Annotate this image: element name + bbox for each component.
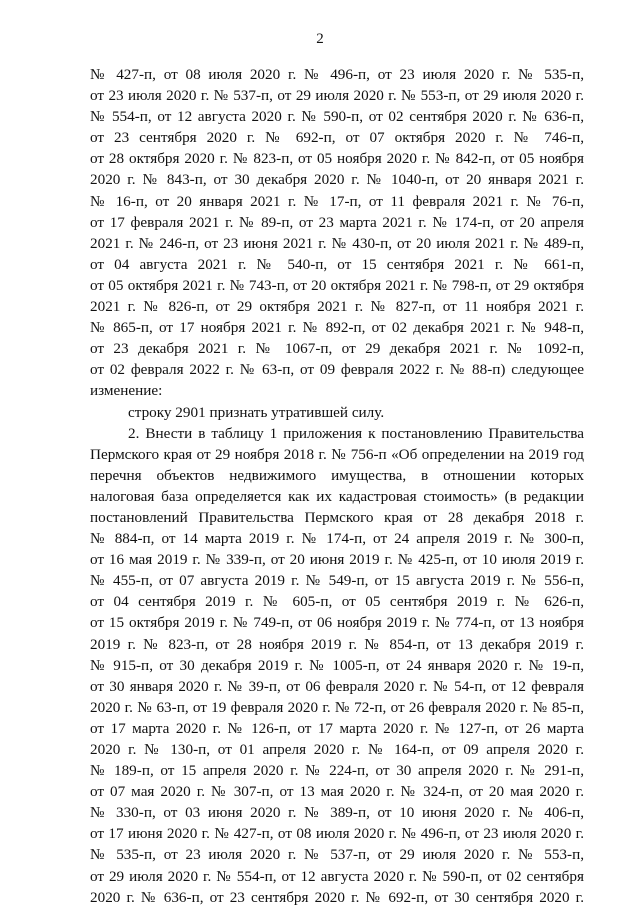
text-line: от 04 сентября 2019 г. № 605-п, от 05 сентября 2019 г. № 626-п, <box>90 593 584 611</box>
text-line: от 04 августа 2021 г. № 540-п, от 15 сентября 2021 г. № 661-п, <box>90 255 584 273</box>
text-line: от 15 октября 2019 г. № 749-п, от 06 ноября 2019 г. № 774-п, от 13 ноября <box>90 614 584 632</box>
text-line: 2020 г. № 636-п, от 23 сентября 2020 г. № 692-п, от 30 сентября 2020 г. <box>90 888 584 906</box>
text-line: № 427-п, от 08 июля 2020 г. № 496-п, от 23 июля 2020 г. № 535-п, <box>90 66 584 83</box>
text-line: № 884-п, от 14 марта 2019 г. № 174-п, от 24 апреля 2019 г. № 300-п, <box>90 530 584 548</box>
text-line: 2020 г. № 63-п, от 19 февраля 2020 г. № 72-п, от 26 февраля 2020 г. № 85-п, <box>90 698 584 716</box>
text-line: 2021 г. № 826-п, от 29 октября 2021 г. № 827-п, от 11 ноября 2021 г. <box>90 298 584 316</box>
text-line: Пермского края от 29 ноября 2018 г. № 756-п «Об определении на 2019 год <box>90 445 584 463</box>
text-line: от 29 июля 2020 г. № 554-п, от 12 августа 2020 г. № 590-п, от 02 сентября <box>90 867 584 885</box>
text-line: от 17 июня 2020 г. № 427-п, от 08 июля 2020 г. № 496-п, от 23 июля 2020 г. <box>90 825 584 843</box>
text-line: от 30 января 2020 г. № 39-п, от 06 февраля 2020 г. № 54-п, от 12 февраля <box>90 677 584 695</box>
text-line: от 28 октября 2020 г. № 823-п, от 05 ноября 2020 г. № 842-п, от 05 ноября <box>90 150 584 168</box>
text-line: налоговая база определяется как их кадастровая стоимость» (в редакции <box>90 487 584 505</box>
text-line: постановлений Правительства Пермского края от 28 декабря 2018 г. <box>90 508 584 526</box>
text-line: 2. Внести в таблицу 1 приложения к постановлению Правительства <box>128 424 584 442</box>
page-number: 2 <box>316 31 324 47</box>
text-line: от 02 февраля 2022 г. № 63-п, от 09 февраля 2022 г. № 88-п) следующее <box>90 361 584 379</box>
text-line: от 23 декабря 2021 г. № 1067-п, от 29 декабря 2021 г. № 1092-п, <box>90 340 584 358</box>
text-line: № 535-п, от 23 июля 2020 г. № 537-п, от 29 июля 2020 г. № 553-п, <box>90 846 584 864</box>
text-line: 2019 г. № 823-п, от 28 ноября 2019 г. № 854-п, от 13 декабря 2019 г. <box>90 635 584 653</box>
text-line: от 05 октября 2021 г. № 743-п, от 20 октября 2021 г. № 798-п, от 29 октября <box>90 276 584 294</box>
text-line: изменение: <box>90 382 163 400</box>
text-line: № 16-п, от 20 января 2021 г. № 17-п, от 11 февраля 2021 г. № 76-п, <box>90 192 584 210</box>
text-line: 2020 г. № 130-п, от 01 апреля 2020 г. № 164-п, от 09 апреля 2020 г. <box>90 741 584 758</box>
text-line: строку 2901 признать утратившей силу. <box>128 403 385 421</box>
text-line: № 189-п, от 15 апреля 2020 г. № 224-п, от 30 апреля 2020 г. № 291-п, <box>90 762 584 780</box>
document-body <box>90 64 584 908</box>
text-line: перечня объектов недвижимого имущества, в отношении которых <box>90 466 584 484</box>
text-line: от 17 февраля 2021 г. № 89-п, от 23 марта 2021 г. № 174-п, от 20 апреля <box>90 213 584 231</box>
text-line: № 915-п, от 30 декабря 2019 г. № 1005-п, от 24 января 2020 г. № 19-п, <box>90 656 584 674</box>
text-line: от 23 июля 2020 г. № 537-п, от 29 июля 2020 г. № 553-п, от 29 июля 2020 г. <box>90 87 584 105</box>
text-line: от 07 мая 2020 г. № 307-п, от 13 мая 2020 г. № 324-п, от 20 мая 2020 г. <box>90 783 584 801</box>
text-line: № 554-п, от 12 августа 2020 г. № 590-п, от 02 сентября 2020 г. № 636-п, <box>90 108 584 126</box>
text-line: № 455-п, от 07 августа 2019 г. № 549-п, от 15 августа 2019 г. № 556-п, <box>90 572 584 590</box>
text-line: 2020 г. № 843-п, от 30 декабря 2020 г. № 1040-п, от 20 января 2021 г. <box>90 171 584 189</box>
text-line: от 23 сентября 2020 г. № 692-п, от 07 октября 2020 г. № 746-п, <box>90 129 584 147</box>
text-line: 2021 г. № 246-п, от 23 июня 2021 г. № 430-п, от 20 июля 2021 г. № 489-п, <box>90 234 584 252</box>
text-line: от 17 марта 2020 г. № 126-п, от 17 марта 2020 г. № 127-п, от 26 марта <box>90 719 584 737</box>
text-line: № 330-п, от 03 июня 2020 г. № 389-п, от 10 июня 2020 г. № 406-п, <box>90 804 584 822</box>
text-line: от 16 мая 2019 г. № 339-п, от 20 июня 2019 г. № 425-п, от 10 июля 2019 г. <box>90 551 584 569</box>
text-line: № 865-п, от 17 ноября 2021 г. № 892-п, от 02 декабря 2021 г. № 948-п, <box>90 319 584 337</box>
